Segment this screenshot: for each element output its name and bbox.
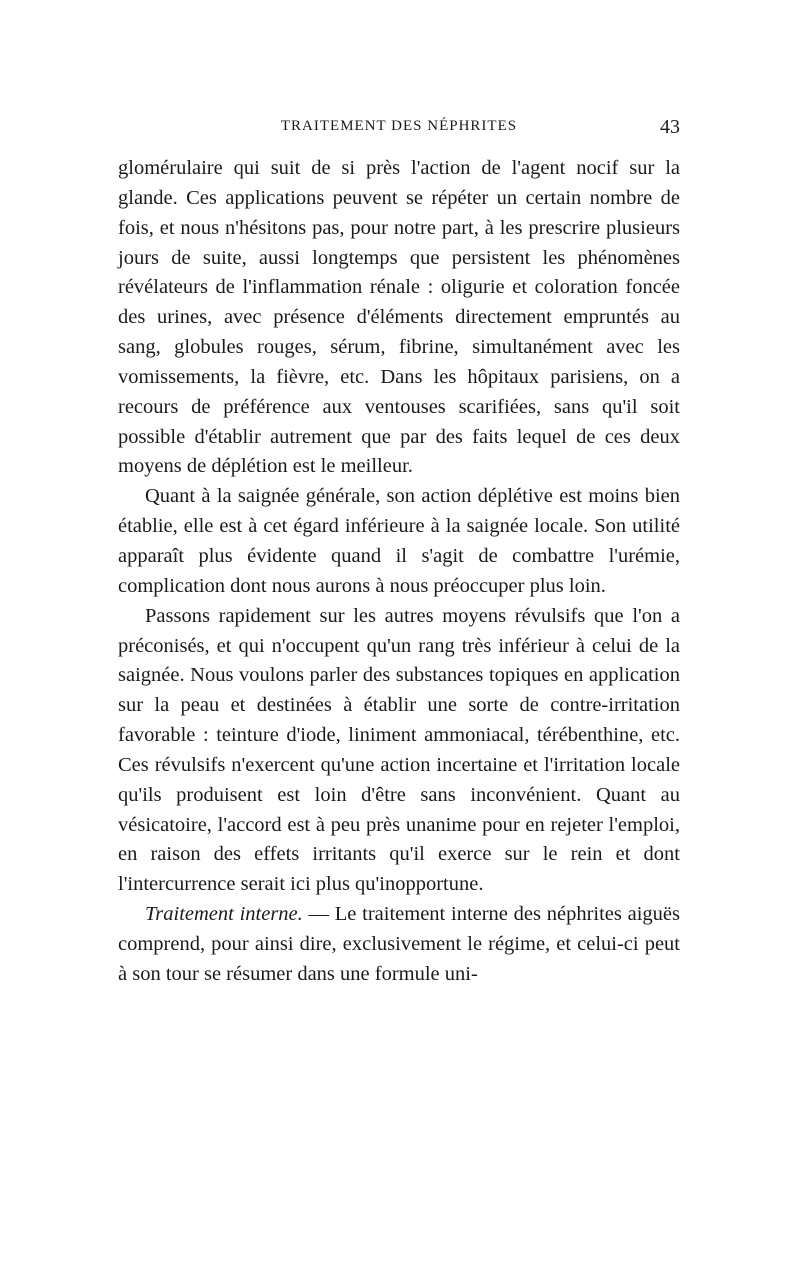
running-title: TRAITEMENT DES NÉPHRITES [280, 118, 518, 134]
paragraph-3: Passons rapidement sur les autres moyens révulsifs que l'on a préconisés, et qui n'occupent qu'un rang très inférieur à celui de la saignée. Nous voulons parler des substances topiques en application sur la peau et destinées à établir une sorte de contre-irritation favorable : teinture d'iode, liniment ammoniacal, térébenthine, etc. Ces révulsifs n'exercent qu'une action incertaine et l'irritation locale qu'ils produisent est loin d'être sans inconvénient. Quant au vésicatoire, l'accord est à peu près unanime pour en rejeter l'emploi, en raison des effets irritants qu'il exerce sur le rein et dont l'intercurrence serait ici plus qu'inopportune. [118, 604, 680, 896]
body-text [118, 154, 680, 990]
paragraph-2: Quant à la saignée générale, son action déplétive est moins bien établie, elle est à cet égard inférieure à la saignée locale. Son utilité apparaît plus évidente quand il s'agit de combattre l'urémie, complication dont nous aurons à nous préoccuper plus loin. [118, 485, 680, 597]
paragraph-4-text: — Le traitement interne des néphrites aiguës comprend, pour ainsi dire, exclusivement le régime, et celui-ci peut à son tour se résumer dans une formule uni- [118, 903, 680, 985]
page-number: 43 [660, 116, 680, 138]
paragraph-4 [118, 900, 680, 990]
section-heading-traitement-interne: Traitement interne. [145, 903, 303, 926]
running-head [118, 118, 680, 142]
paragraph-1: glomérulaire qui suit de si près l'action de l'agent nocif sur la glande. Ces applications peuvent se répéter un certain nombre de fois, et nous n'hésitons pas, pour notre part, à les prescrire plusieurs jours de suite, aussi longtemps que persistent les phénomènes révélateurs de l'inflammation rénale : oligurie et coloration foncée des urines, avec présence d'éléments directement empruntés au sang, globules rouges, sérum, fibrine, simultanément avec les vomissements, la fièvre, etc. Dans les hôpitaux parisiens, on a recours de préférence aux ventouses scarifiées, sans qu'il soit possible d'établir autrement que par des faits lequel de ces deux moyens de déplétion est le meilleur. [118, 157, 680, 478]
